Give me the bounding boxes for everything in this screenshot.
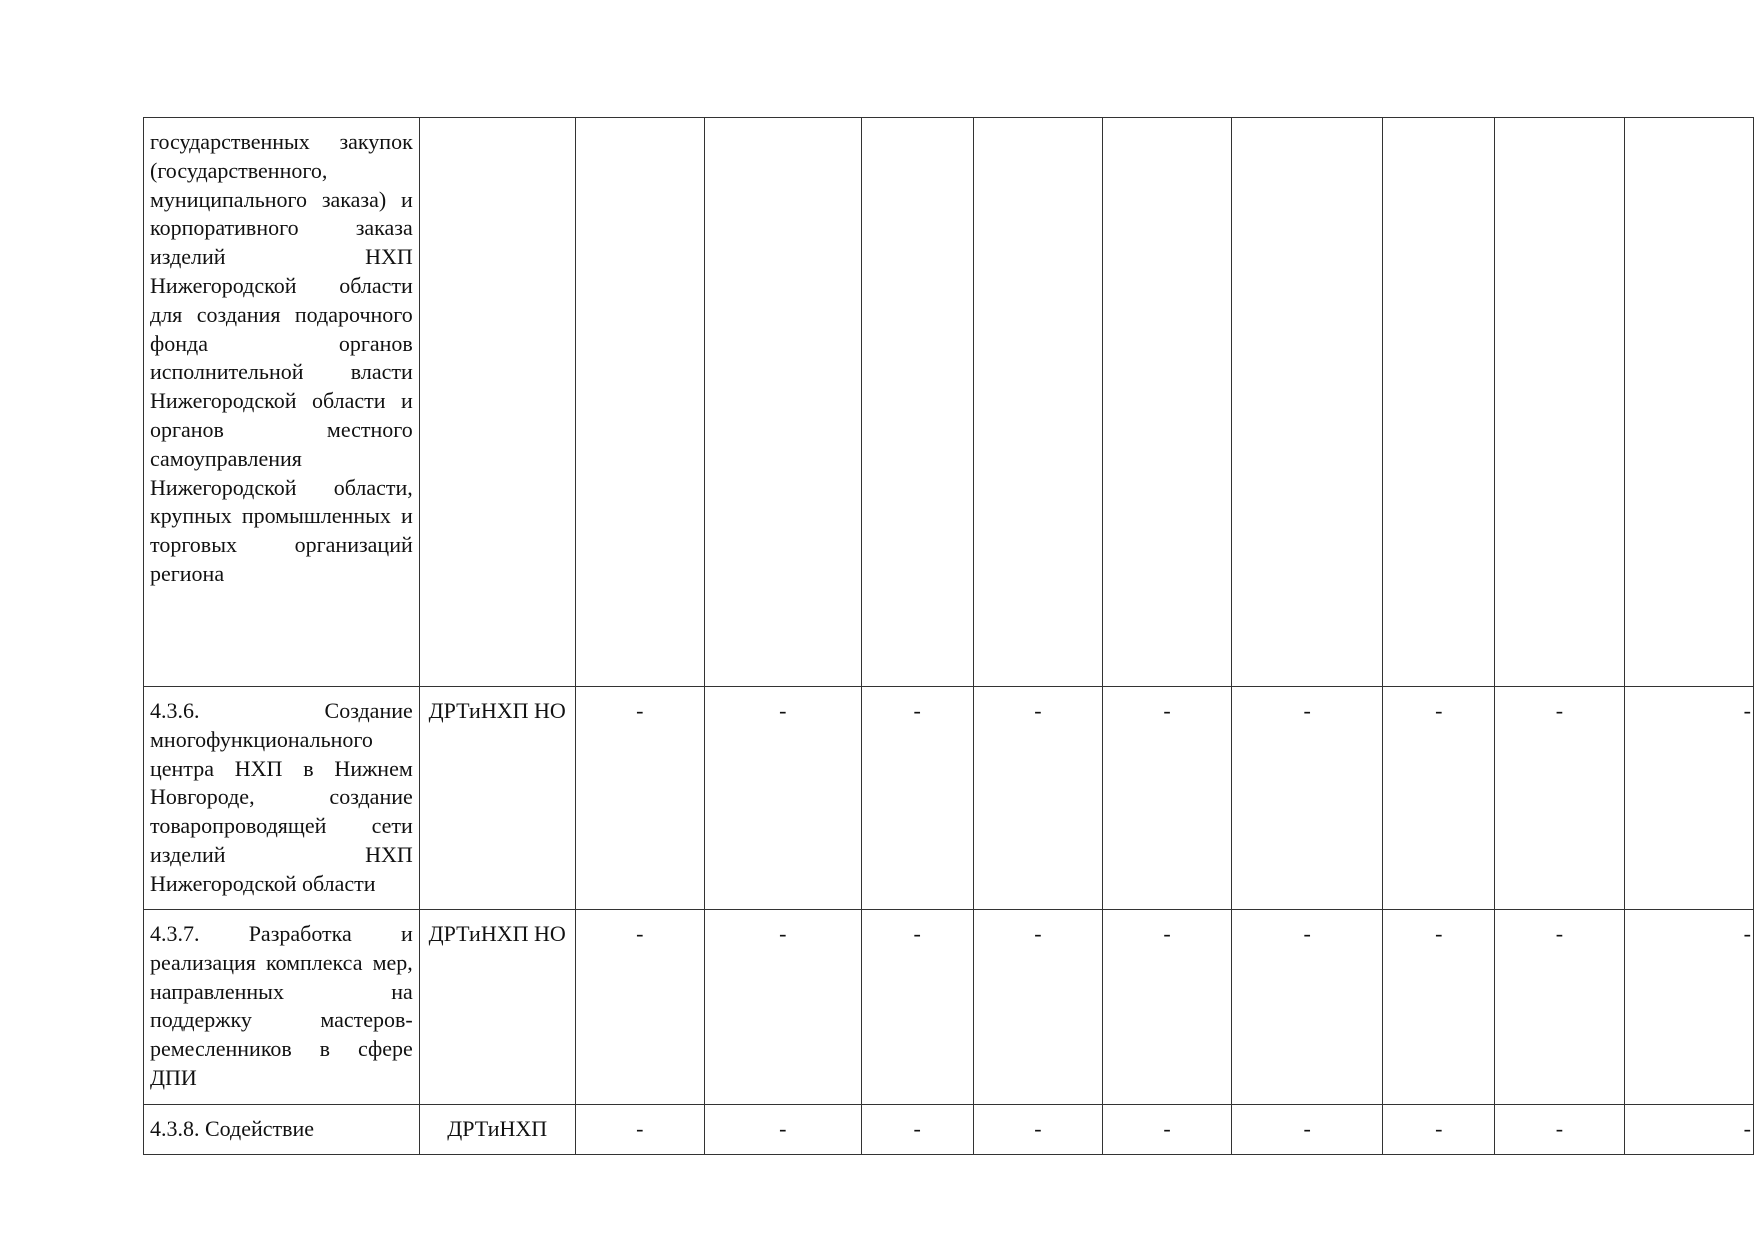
value-cell: - xyxy=(1624,1105,1753,1155)
measure-name-cell: 4.3.8. Содействие xyxy=(144,1105,420,1155)
value-cell xyxy=(1102,118,1231,687)
value-cell xyxy=(1624,118,1753,687)
value-cell: - xyxy=(1383,1105,1495,1155)
value-cell: - xyxy=(1624,687,1753,910)
value-cell: - xyxy=(1232,687,1383,910)
value-cell: - xyxy=(973,910,1102,1105)
executor-cell: ДРТиНХП НО xyxy=(419,687,575,910)
program-measures-table xyxy=(143,117,1754,1155)
value-cell: - xyxy=(1102,910,1231,1105)
measure-name-cell: 4.3.6. Создание многофункционального центра НХП в Нижнем Новгороде, создание товаропроводящей сети изделий НХП Нижегородской области xyxy=(144,687,420,910)
measure-name-cell: государственных закупок (государственного, муниципального заказа) и корпоративного заказа изделий НХП Нижегородской области для создания подарочного фонда органов исполнительной власти Нижегородской области и органов местного самоуправления Нижегородской области, крупных промышленных и торговых организаций региона xyxy=(144,118,420,687)
value-cell xyxy=(575,118,704,687)
value-cell: - xyxy=(575,1105,704,1155)
value-cell: - xyxy=(1102,687,1231,910)
value-cell: - xyxy=(1495,910,1624,1105)
table-row xyxy=(144,1105,1754,1155)
value-cell xyxy=(1383,118,1495,687)
value-cell: - xyxy=(861,687,973,910)
value-cell: - xyxy=(1383,687,1495,910)
value-cell xyxy=(973,118,1102,687)
value-cell: - xyxy=(1624,910,1753,1105)
value-cell: - xyxy=(973,1105,1102,1155)
value-cell: - xyxy=(1495,1105,1624,1155)
value-cell: - xyxy=(1232,910,1383,1105)
value-cell: - xyxy=(575,910,704,1105)
value-cell: - xyxy=(704,687,861,910)
value-cell xyxy=(1232,118,1383,687)
value-cell xyxy=(1495,118,1624,687)
value-cell: - xyxy=(704,1105,861,1155)
value-cell: - xyxy=(973,687,1102,910)
value-cell: - xyxy=(861,910,973,1105)
table-row xyxy=(144,118,1754,687)
value-cell: - xyxy=(704,910,861,1105)
executor-cell: ДРТиНХП НО xyxy=(419,910,575,1105)
value-cell: - xyxy=(1383,910,1495,1105)
value-cell xyxy=(861,118,973,687)
value-cell: - xyxy=(1495,687,1624,910)
value-cell: - xyxy=(861,1105,973,1155)
measure-name-cell: 4.3.7. Разработка и реализация комплекса мер, направленных на поддержку мастеров-ремесленников в сфере ДПИ xyxy=(144,910,420,1105)
executor-cell xyxy=(419,118,575,687)
table-row xyxy=(144,687,1754,910)
table-row xyxy=(144,910,1754,1105)
value-cell: - xyxy=(1232,1105,1383,1155)
value-cell: - xyxy=(1102,1105,1231,1155)
executor-cell: ДРТиНХП xyxy=(419,1105,575,1155)
value-cell xyxy=(704,118,861,687)
value-cell: - xyxy=(575,687,704,910)
